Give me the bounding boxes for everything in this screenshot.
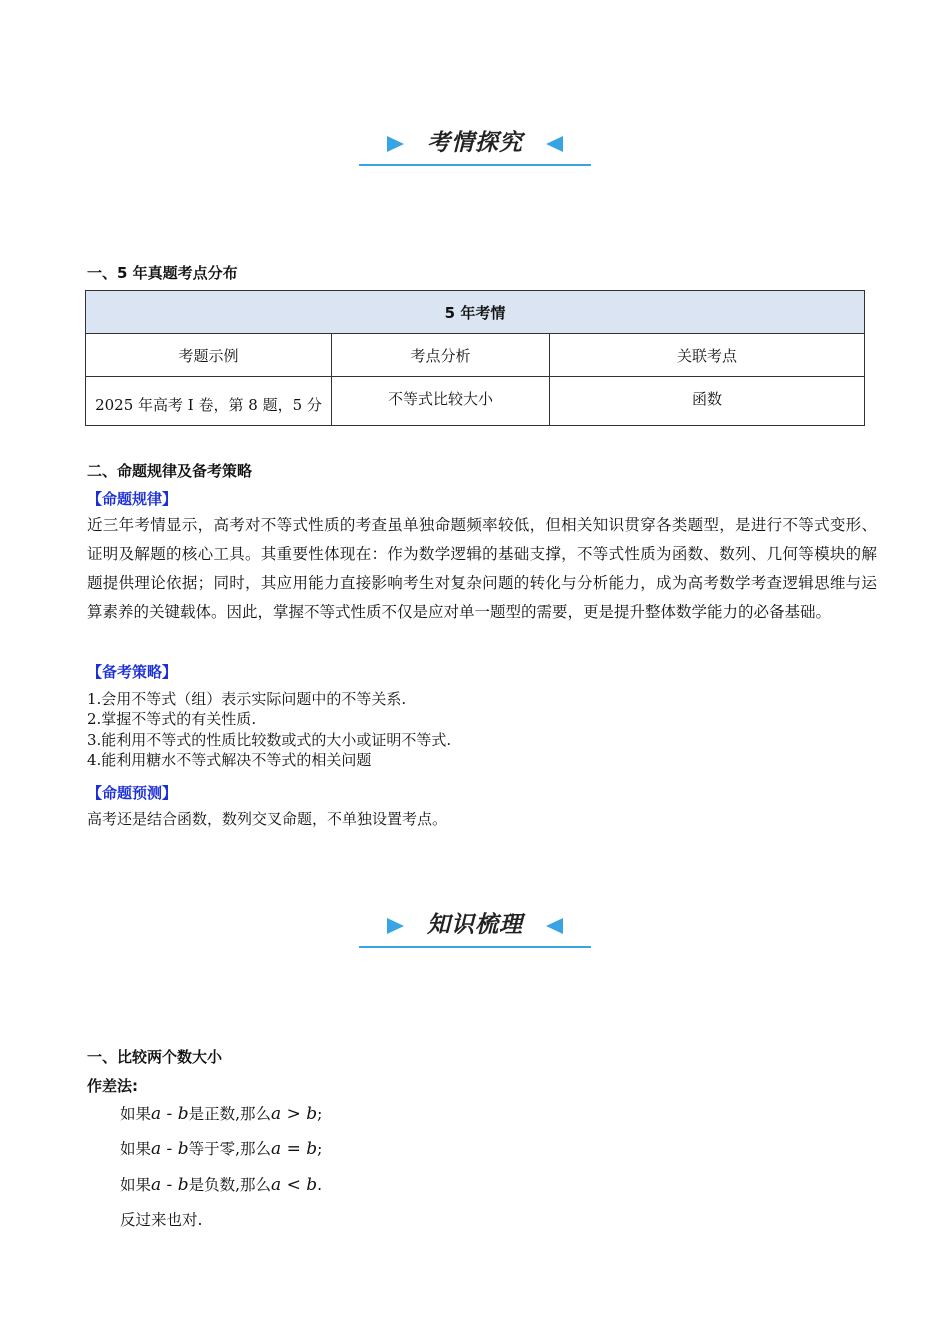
table-cell: 不等式比较大小 bbox=[332, 377, 550, 426]
table-cell: 函数 bbox=[550, 377, 865, 426]
table-title: 5 年考情 bbox=[86, 291, 865, 334]
forecast-label: 【命题预测】 bbox=[87, 784, 178, 802]
table-cell: 2025 年高考 I 卷，第 8 题，5 分 bbox=[86, 377, 332, 426]
rule-label: 【命题规律】 bbox=[87, 490, 178, 508]
section-banner-kaoqing bbox=[0, 126, 950, 166]
math-relation: a < b bbox=[271, 1175, 318, 1195]
method-label: 作差法: bbox=[87, 1077, 138, 1095]
text: 如果 bbox=[120, 1176, 152, 1194]
strategy-label: 【备考策略】 bbox=[87, 663, 178, 681]
table-header-cell: 考题示例 bbox=[86, 334, 332, 377]
rule-line bbox=[120, 1174, 322, 1196]
section3-heading: 一、比较两个数大小 bbox=[87, 1048, 223, 1066]
section-banner-zhishi bbox=[0, 908, 950, 948]
play-left-icon bbox=[546, 136, 563, 152]
list-item: 4.能利用糖水不等式解决不等式的相关问题 bbox=[87, 751, 372, 769]
math-relation: a > b bbox=[271, 1104, 318, 1124]
section2-heading: 二、命题规律及备考策略 bbox=[87, 462, 253, 480]
rule-paragraph: 近三年考情显示，高考对不等式性质的考查虽单独命题频率较低，但相关知识贯穿各类题型，是进行不等式变形、证明及解题的核心工具。其重要性体现在：作为数学逻辑的基础支撑，不等式性质为函数、数列、几何等模块的解题提供理论依据；同时，其应用能力直接影响考生对复杂问题的转化与分析能力，成为高考数学考查逻辑思维与运算素养的关键载体。因此，掌握不等式性质不仅是应对单一题型的需要，更是提升整体数学能力的必备基础。 bbox=[87, 516, 877, 621]
text: 是负数,那么 bbox=[188, 1176, 272, 1194]
text: 如果 bbox=[120, 1105, 152, 1123]
text: ; bbox=[317, 1140, 323, 1158]
list-item: 1.会用不等式（组）表示实际问题中的不等关系. bbox=[87, 690, 407, 708]
text: . bbox=[317, 1176, 323, 1194]
table-row bbox=[86, 377, 865, 426]
exam-table bbox=[85, 290, 865, 426]
table-header-cell: 考点分析 bbox=[332, 334, 550, 377]
math-expression: a - b bbox=[151, 1175, 189, 1195]
text: 等于零,那么 bbox=[188, 1140, 272, 1158]
math-expression: a - b bbox=[151, 1104, 189, 1124]
forecast-text: 高考还是结合函数，数列交叉命题，不单独设置考点。 bbox=[87, 810, 448, 828]
list-item: 3.能利用不等式的性质比较数或式的大小或证明不等式. bbox=[87, 731, 452, 749]
play-left-icon bbox=[546, 918, 563, 934]
math-expression: a - b bbox=[151, 1139, 189, 1159]
table-header-cell: 关联考点 bbox=[550, 334, 865, 377]
list-item: 2.掌握不等式的有关性质. bbox=[87, 710, 257, 728]
rule-line bbox=[120, 1103, 322, 1125]
section1-heading: 一、5 年真题考点分布 bbox=[87, 264, 238, 282]
text: 如果 bbox=[120, 1140, 152, 1158]
rule-line bbox=[120, 1138, 322, 1160]
text: ; bbox=[317, 1105, 323, 1123]
text: 是正数,那么 bbox=[188, 1105, 272, 1123]
banner-title: 考情探究 bbox=[427, 130, 523, 156]
banner-underline bbox=[359, 164, 591, 166]
banner-title: 知识梳理 bbox=[427, 912, 523, 938]
converse-line: 反过来也对. bbox=[120, 1211, 203, 1229]
math-relation: a = b bbox=[271, 1139, 318, 1159]
banner-underline bbox=[359, 946, 591, 948]
